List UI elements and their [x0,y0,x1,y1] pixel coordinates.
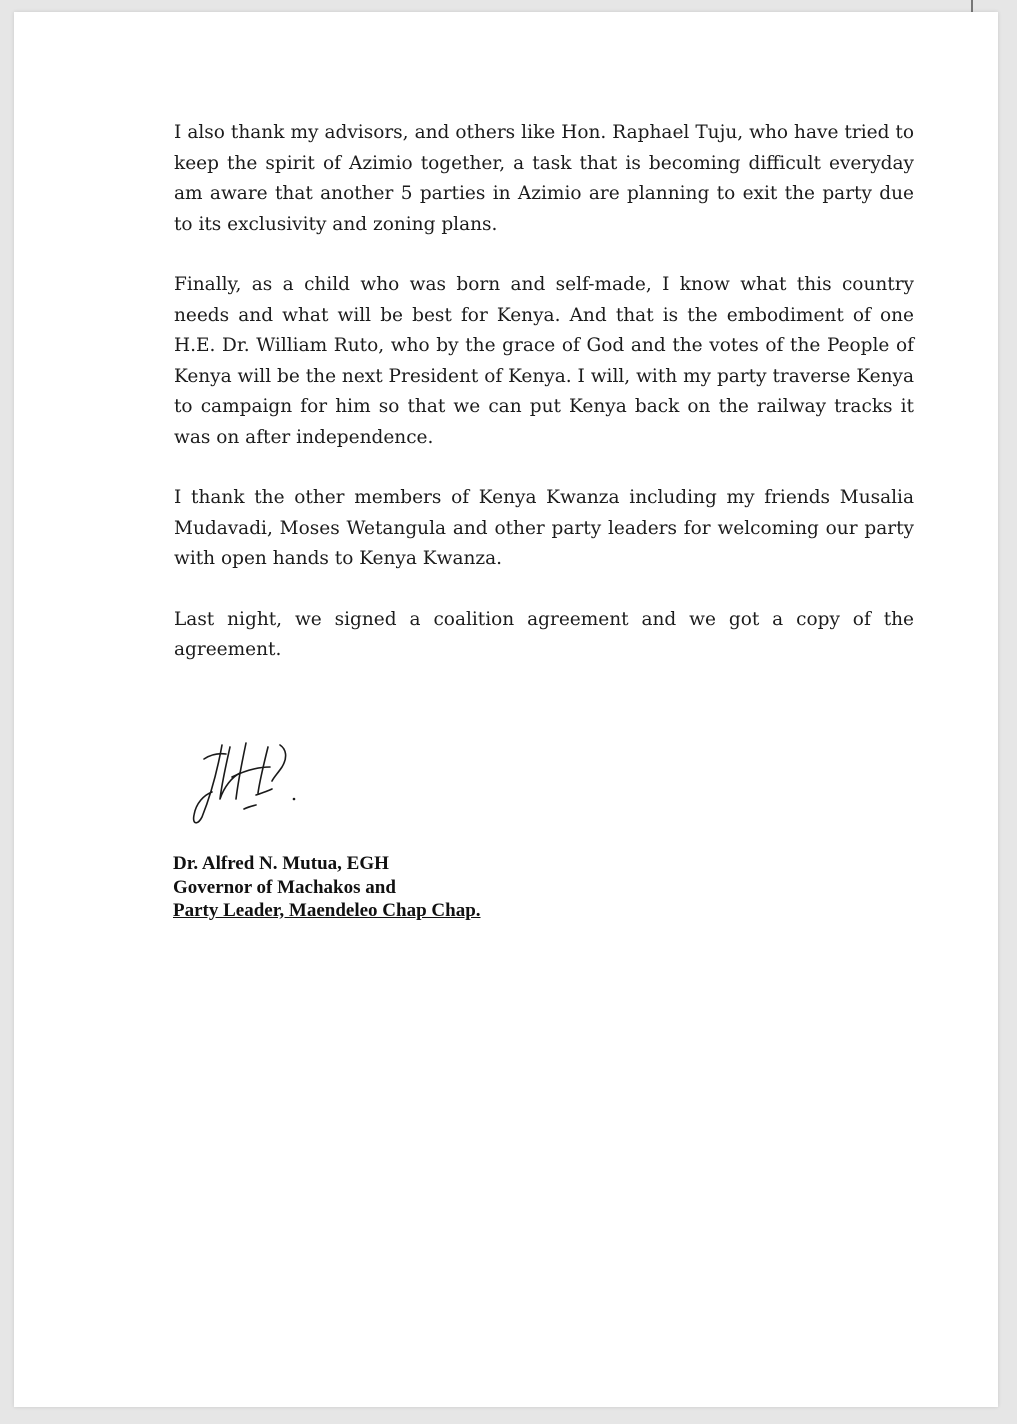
paragraph-thanks: I thank the other members of Kenya Kwanza including my friends Musalia Mudavadi, Moses Wetangula and other party leaders for welcoming our party with open hands to Kenya Kwanza. [174,487,914,569]
paragraph-coalition: Last night, we signed a coalition agreement and we got a copy of the agreement. [174,608,914,660]
letter-page [14,12,998,1407]
signature-block [173,852,481,923]
signatory-title: Governor of Machakos and [173,876,396,898]
signatory-role: Party Leader, Maendeleo Chap Chap. [173,900,481,921]
paragraph-advisors: I also thank my advisors, and others like Hon. Raphael Tuju, who have tried to keep the spirit of Azimio together, a task that is becoming difficult everyday am aware that another 5 parties in Azimio are planning to exit the party due to its exclusivity and zoning plans. [174,122,914,235]
paragraph-endorsement: Finally, as a child who was born and self-made, I know what this country needs and what will be best for Kenya. And that is the embodiment of one H.E. Dr. William Ruto, who by the grace of God and the votes of the People of Kenya will be the next President of Kenya. I will, with my party traverse Kenya to campaign for him so that we can put Kenya back on the railway tracks it was on after independence. [174,274,914,448]
handwritten-signature [182,737,312,832]
signatory-name: Dr. Alfred N. Mutua, EGH [173,853,389,874]
letter-body [174,118,914,696]
